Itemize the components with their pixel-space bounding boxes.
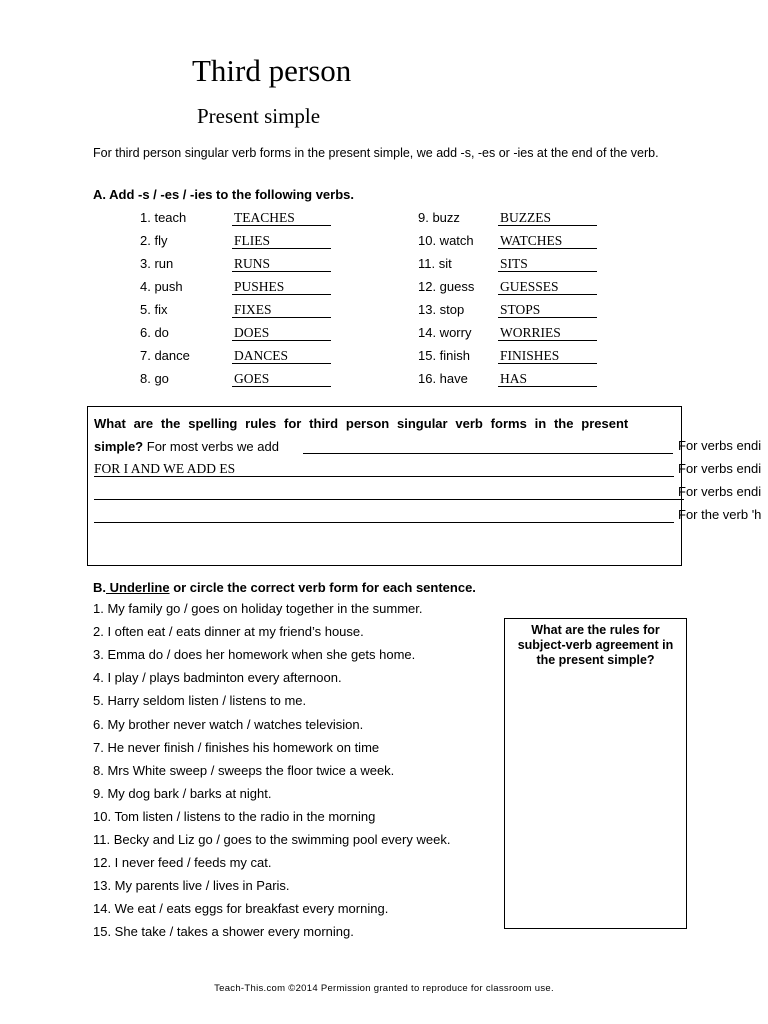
verb-prompt: 13. stop: [418, 302, 465, 317]
sentence-item[interactable]: 8. Mrs White sweep / sweeps the floor twice a week.: [93, 762, 395, 778]
subject-verb-agreement-box: [504, 618, 687, 929]
answer-line-4[interactable]: [94, 507, 674, 523]
most-verbs-label: For most verbs we add: [146, 439, 279, 454]
answer-line-1[interactable]: [303, 438, 673, 454]
verb-answer-field[interactable]: GOES: [232, 371, 331, 387]
sentence-item[interactable]: 15. She take / takes a shower every morning.: [93, 924, 354, 940]
verb-prompt: 4. push: [140, 279, 183, 294]
overflow-text-4: For the verb 'h: [678, 507, 762, 522]
verb-prompt: 12. guess: [418, 279, 475, 294]
verb-answer-field[interactable]: FINISHES: [498, 348, 597, 364]
sentence-item[interactable]: 12. I never feed / feeds my cat.: [93, 855, 272, 871]
verb-prompt: 3. run: [140, 256, 174, 271]
verb-prompt: 5. fix: [140, 302, 168, 317]
sentence-item[interactable]: 9. My dog bark / barks at night.: [93, 785, 272, 801]
verb-answer-field[interactable]: WATCHES: [498, 233, 597, 249]
page-subtitle: Present simple: [197, 104, 321, 128]
verb-prompt: 15. finish: [418, 348, 471, 363]
verb-prompt: 7. dance: [140, 348, 190, 363]
rules-question-end: simple?: [94, 439, 144, 454]
verb-prompt: 6. do: [140, 325, 169, 340]
verb-answer-field[interactable]: RUNS: [232, 256, 331, 272]
sentence-item[interactable]: 6. My brother never watch / watches television.: [93, 716, 364, 732]
rules-question: What are the spelling rules for third person singular verb forms in the present: [94, 416, 629, 431]
section-b-heading: [93, 580, 476, 595]
sentence-item[interactable]: 7. He never finish / finishes his homework on time: [93, 739, 380, 755]
verb-answer-field[interactable]: BUZZES: [498, 210, 597, 226]
sentence-item[interactable]: 5. Harry seldom listen / listens to me.: [93, 693, 307, 709]
sentence-item[interactable]: 14. We eat / eats eggs for breakfast every morning.: [93, 901, 389, 917]
verb-prompt: 10. watch: [418, 233, 474, 248]
verb-answer-field[interactable]: FIXES: [232, 302, 331, 318]
spelling-rules-box: [87, 406, 682, 566]
page-title: Third person: [192, 53, 352, 88]
overflow-text-3: For verbs endi: [678, 484, 762, 499]
verb-prompt: 8. go: [140, 371, 169, 386]
answer-line-2[interactable]: FOR I AND WE ADD ES: [94, 461, 674, 477]
section-b-underline-word: Underline: [106, 580, 170, 595]
verb-prompt: 16. have: [418, 371, 468, 386]
verb-prompt: 11. sit: [418, 256, 452, 271]
sentence-item[interactable]: 3. Emma do / does her homework when she gets home.: [93, 647, 416, 663]
verb-answer-field[interactable]: FLIES: [232, 233, 331, 249]
verb-answer-field[interactable]: PUSHES: [232, 279, 331, 295]
intro-text: For third person singular verb forms in the present simple, we add -s, -es or -ies at the end of the verb.: [93, 146, 659, 160]
side-box-question: What are the rules for subject-verb agreement in the present simple?: [517, 623, 674, 667]
overflow-text-2: For verbs endi: [678, 461, 762, 476]
verb-prompt: 9. buzz: [418, 210, 460, 225]
rules-line-1: [94, 439, 279, 455]
section-a-heading: A. Add -s / -es / -ies to the following verbs.: [93, 187, 354, 202]
section-b-heading-rest: or circle the correct verb form for each sentence.: [169, 580, 476, 595]
verb-prompt: 2. fly: [140, 233, 168, 248]
sentence-item[interactable]: 4. I play / plays badminton every afternoon.: [93, 670, 342, 686]
verb-answer-field[interactable]: SITS: [498, 256, 597, 272]
overflow-text-1: For verbs endi: [678, 438, 762, 453]
sentence-item[interactable]: 1. My family go / goes on holiday together in the summer.: [93, 601, 423, 616]
verb-answer-field[interactable]: HAS: [498, 371, 597, 387]
verb-answer-field[interactable]: DANCES: [232, 348, 331, 364]
sentence-item[interactable]: 13. My parents live / lives in Paris.: [93, 878, 290, 894]
verb-answer-field[interactable]: STOPS: [498, 302, 597, 318]
answer-line-3[interactable]: [94, 484, 684, 500]
verb-prompt: 14. worry: [418, 325, 472, 340]
footer-copyright: Teach-This.com ©2014 Permission granted to reproduce for classroom use.: [214, 983, 554, 994]
section-b-prefix: B.: [93, 580, 106, 595]
sentence-item[interactable]: 10. Tom listen / listens to the radio in the morning: [93, 808, 376, 824]
sentence-item[interactable]: 2. I often eat / eats dinner at my friend’s house.: [93, 624, 364, 640]
verb-answer-field[interactable]: GUESSES: [498, 279, 597, 295]
sentence-item[interactable]: 11. Becky and Liz go / goes to the swimming pool every week.: [93, 832, 451, 847]
verb-prompt: 1. teach: [140, 210, 187, 225]
verb-answer-field[interactable]: TEACHES: [232, 210, 331, 226]
verb-answer-field[interactable]: WORRIES: [498, 325, 597, 341]
verb-answer-field[interactable]: DOES: [232, 325, 331, 341]
